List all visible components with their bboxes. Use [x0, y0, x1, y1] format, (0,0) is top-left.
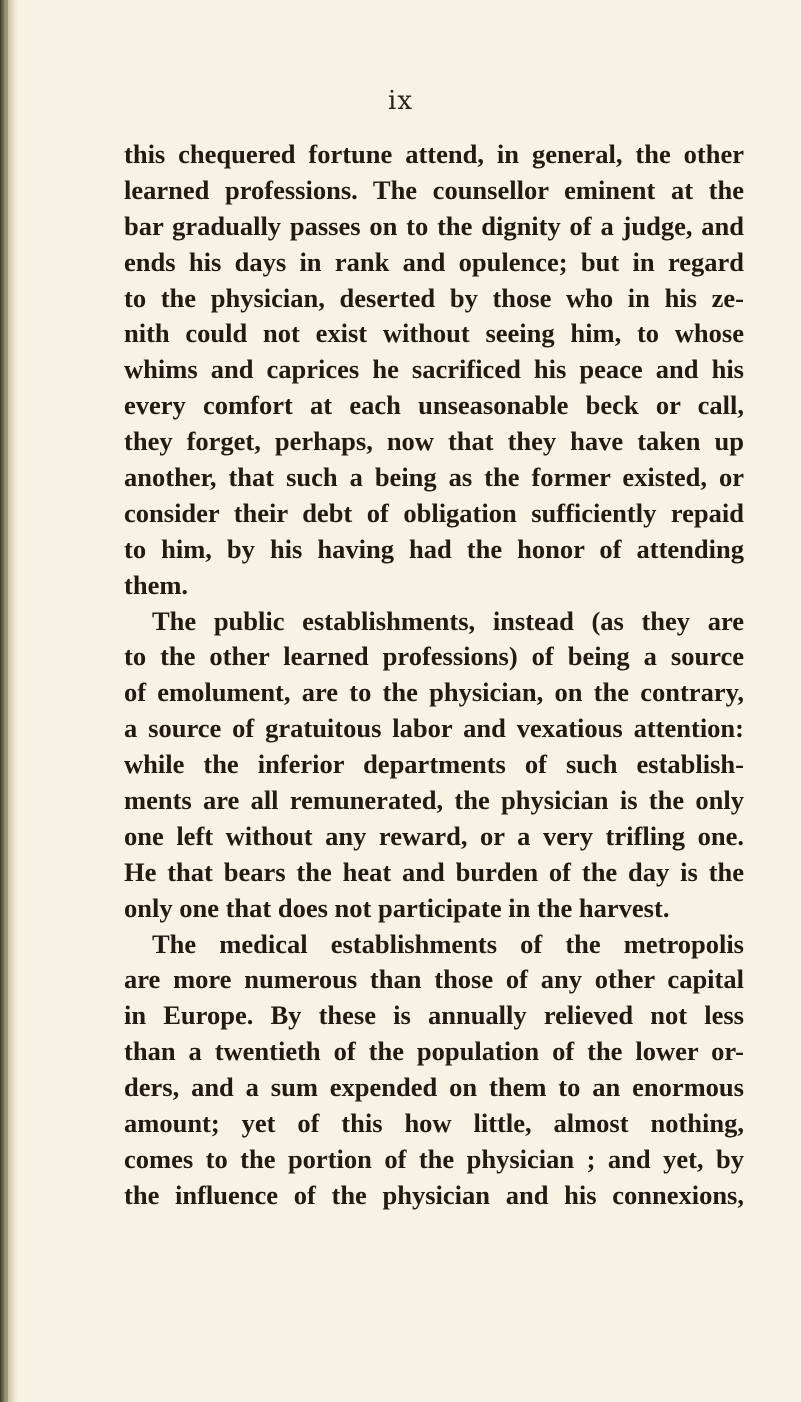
- text-line: consider their debt of obligation sufficiently repaid: [124, 497, 744, 528]
- text-line: nith could not exist without seeing him, to whose: [124, 318, 744, 349]
- text-line: of emolument, are to the physician, on the contrary,: [124, 677, 744, 708]
- page-number: ix: [388, 86, 413, 116]
- text-line: amount; yet of this how little, almost nothing,: [124, 1108, 744, 1139]
- text-line: bar gradually passes on to the dignity of a judge, and: [124, 210, 744, 241]
- text-line: He that bears the heat and burden of the day is the: [124, 856, 744, 887]
- gutter-edge-line: [6, 0, 8, 1402]
- text-line: to the other learned professions) of being a source: [124, 641, 744, 672]
- text-line: learned professions. The counsellor eminent at the: [124, 174, 744, 205]
- text-line: to the physician, deserted by those who in his ze-: [124, 282, 744, 313]
- text-line: ends his days in rank and opulence; but in regard: [124, 246, 744, 277]
- text-line: a source of gratuitous labor and vexatious attention:: [124, 713, 744, 744]
- text-line: ments are all remunerated, the physician is the only: [124, 785, 744, 816]
- text-line: this chequered fortune attend, in general, the other: [124, 139, 744, 169]
- text-line: ders, and a sum expended on them to an enormous: [124, 1072, 744, 1103]
- text-line: them.: [124, 569, 189, 600]
- text-line: every comfort at each unseasonable beck or call,: [124, 390, 744, 421]
- paragraph-start-line: The public establishments, instead (as they are: [152, 605, 744, 636]
- text-line: than a twentieth of the population of the lower or-: [124, 1036, 744, 1067]
- text-line: only one that does not participate in the harvest.: [124, 892, 670, 923]
- paragraph-start-line: The medical establishments of the metropolis: [152, 928, 744, 959]
- text-line: another, that such a being as the former existed, or: [124, 462, 744, 493]
- body-text: [124, 137, 744, 1214]
- page-gutter: [0, 0, 18, 1402]
- text-line: one left without any reward, or a very trifling one.: [124, 820, 744, 851]
- text-line: while the inferior departments of such establish-: [124, 749, 744, 780]
- text-line: to him, by his having had the honor of attending: [124, 533, 744, 564]
- text-line: are more numerous than those of any other capital: [124, 964, 744, 995]
- text-line: the influence of the physician and his connexions,: [124, 1179, 744, 1210]
- text-line: in Europe. By these is annually relieved not less: [124, 1000, 744, 1031]
- text-line: comes to the portion of the physician ; and yet, by: [124, 1143, 744, 1174]
- text-line: they forget, perhaps, now that they have taken up: [124, 426, 744, 457]
- text-line: whims and caprices he sacrificed his peace and his: [124, 354, 744, 385]
